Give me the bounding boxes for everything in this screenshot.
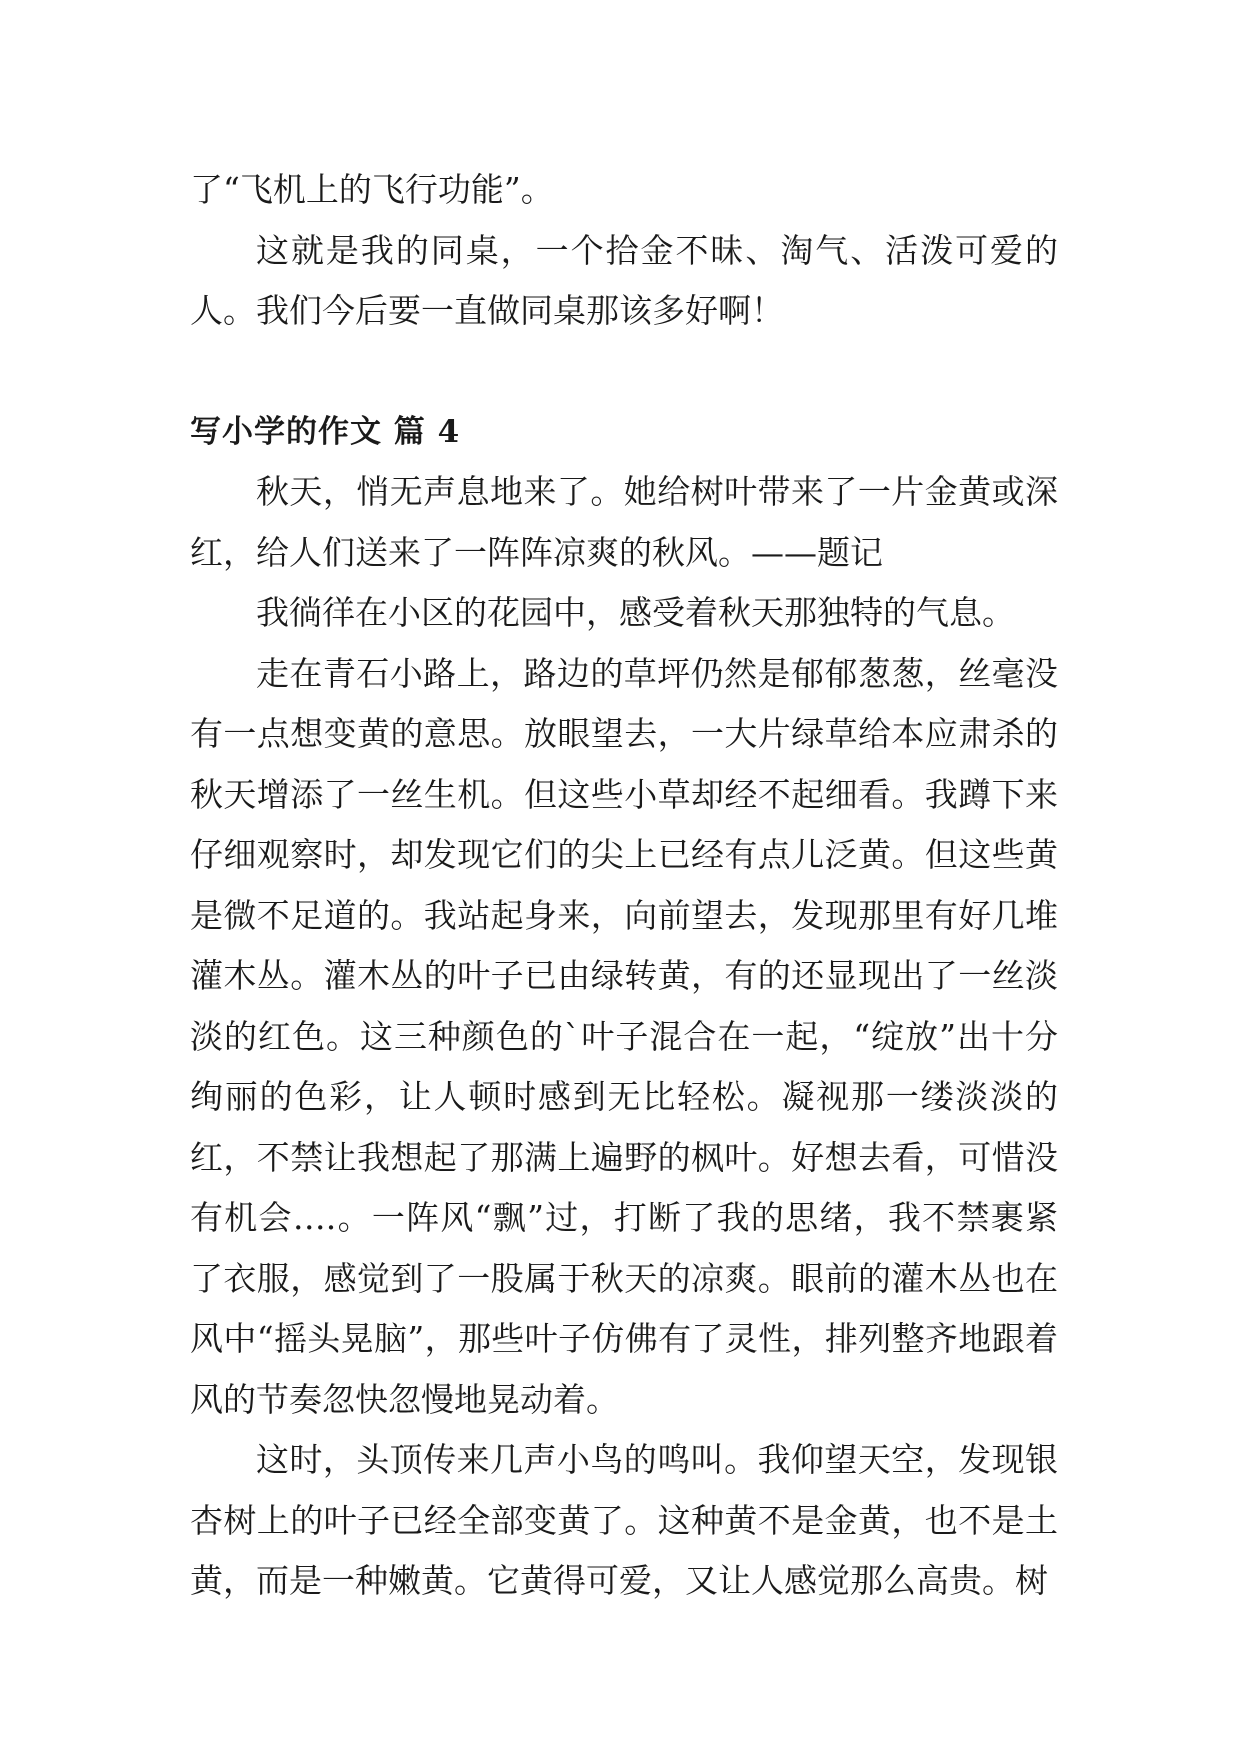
paragraph-path: 走在青石小路上，路边的草坪仍然是郁郁葱葱，丝毫没有一点想变黄的意思。放眼望去，一大片绿草给本应肃杀的秋天增添了一丝生机。但这些小草却经不起细看。我蹲下来仔细观察时，却发现它们的尖上已经有点儿泛黄。但这些黄是微不足道的。我站起身来，向前望去，发现那里有好几堆灌木丛。灌木丛的叶子已由绿转黄，有的还显现出了一丝淡淡的红色。这三种颜色的`叶子混合在一起，“绽放”出十分绚丽的色彩，让人顿时感到无比轻松。凝视那一缕淡淡的红，不禁让我想起了那满上遍野的枫叶。好想去看，可惜没有机会….。一阵风“飘”过，打断了我的思绪，我不禁裹紧了衣服，感觉到了一股属于秋天的凉爽。眼前的灌木丛也在风中“摇头晃脑”，那些叶子仿佛有了灵性，排列整齐地跟着风的节奏忽快忽慢地晃动着。: [190, 653, 1058, 1419]
section-title: 写小学的作文 篇 4: [190, 413, 461, 450]
paragraph-closing: 这就是我的同桌，一个拾金不昧、淘气、活泼可爱的人。我们今后要一直做同桌那该多好啊！: [190, 230, 1058, 330]
paragraph-garden: 我徜徉在小区的花园中，感受着秋天那独特的气息。: [256, 593, 1015, 632]
paragraph-epigraph: 秋天，悄无声息地来了。她给树叶带来了一片金黄或深红，给人们送来了一阵阵凉爽的秋风。——题记: [190, 472, 1058, 572]
document-body: [190, 160, 1058, 1612]
paragraph-ginkgo: 这时，头顶传来几声小鸟的鸣叫。我仰望天空，发现银杏树上的叶子已经全部变黄了。这种黄不是金黄，也不是土黄，而是一种嫩黄。它黄得可爱，又让人感觉那么高贵。树: [190, 1440, 1058, 1600]
paragraph-continued: 了“飞机上的飞行功能”。: [190, 170, 554, 209]
